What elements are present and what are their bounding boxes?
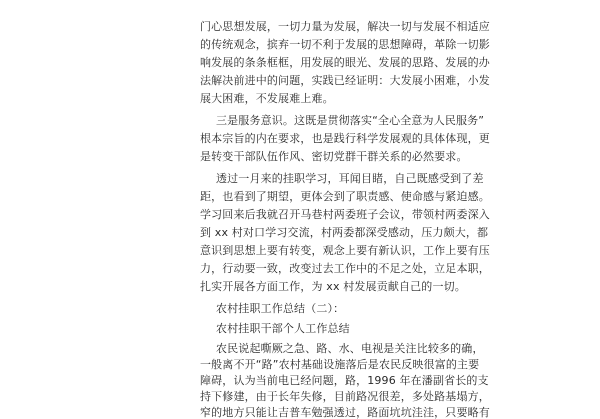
text-line: 意识到思想上要有转变，观念上要有新认识，工作上要有压 <box>200 244 490 257</box>
text-line: 法解决前进中的问题，实践已经证明：大发展小困难，小发 <box>200 74 490 87</box>
text-line: 距，也看到了期望，更体会到了职责感、使命感与紧迫感。 <box>200 190 490 203</box>
text-line: 响发展的条条框框，用发展的眼光、发展的思路、发展的办 <box>200 56 490 69</box>
text-line: 门心思想发展，一切力量为发展，解决一切与发展不相适应 <box>200 20 490 33</box>
text-line: 窄的地方只能让吉普车勉强透过，路面坑坑洼洼，只要略有 <box>200 406 490 419</box>
text-line: 障碍，认为当前电已经问题，路，1996 年在潘副省长的支 <box>200 374 489 387</box>
text-line: 扎实开展各方面工作，为 xx 村发展贡献自己的一切。 <box>200 280 466 293</box>
text-line: 三是服务意识。这既是贯彻落实“全心全意为人民服务” <box>216 114 485 127</box>
text-line: 是转变干部队伍作风、密切党群干群关系的必然要求。 <box>200 150 468 163</box>
section-subheading: 农村挂职干部个人工作总结 <box>216 322 350 335</box>
text-line: 到 xx 村对口学习交流，村两委都深受感动，压力颇大，都 <box>200 226 489 239</box>
text-line: 力，行动要一致，改变过去工作中的不足之处，立足本职， <box>200 262 490 275</box>
text-line: 的传统观念，摈弃一切不利于发展的思想障碍，革除一切影 <box>200 38 490 51</box>
text-line: 农民说起嘶厥之急、路、水、电视是关注比较多的确， <box>216 342 484 355</box>
text-line: 学习回来后我就召开马巷村两委班子会议，带领村两委深入 <box>200 208 490 221</box>
text-line: 展大困难，不发展难上难。 <box>200 92 334 105</box>
text-line: 透过一月来的挂职学习，耳闻目睹，自己既感受到了差 <box>216 172 484 185</box>
section-heading: 农村挂职工作总结（二）： <box>216 302 345 315</box>
text-line: 持下修建，由于长年失修，目前路况很差，多处路基塌方， <box>200 390 490 403</box>
text-line: 一般离不开“路”农村基础设施落后是农民反映很富的主要 <box>200 358 480 371</box>
text-line: 根本宗旨的内在要求，也是践行科学发展观的具体体现，更 <box>200 132 490 145</box>
